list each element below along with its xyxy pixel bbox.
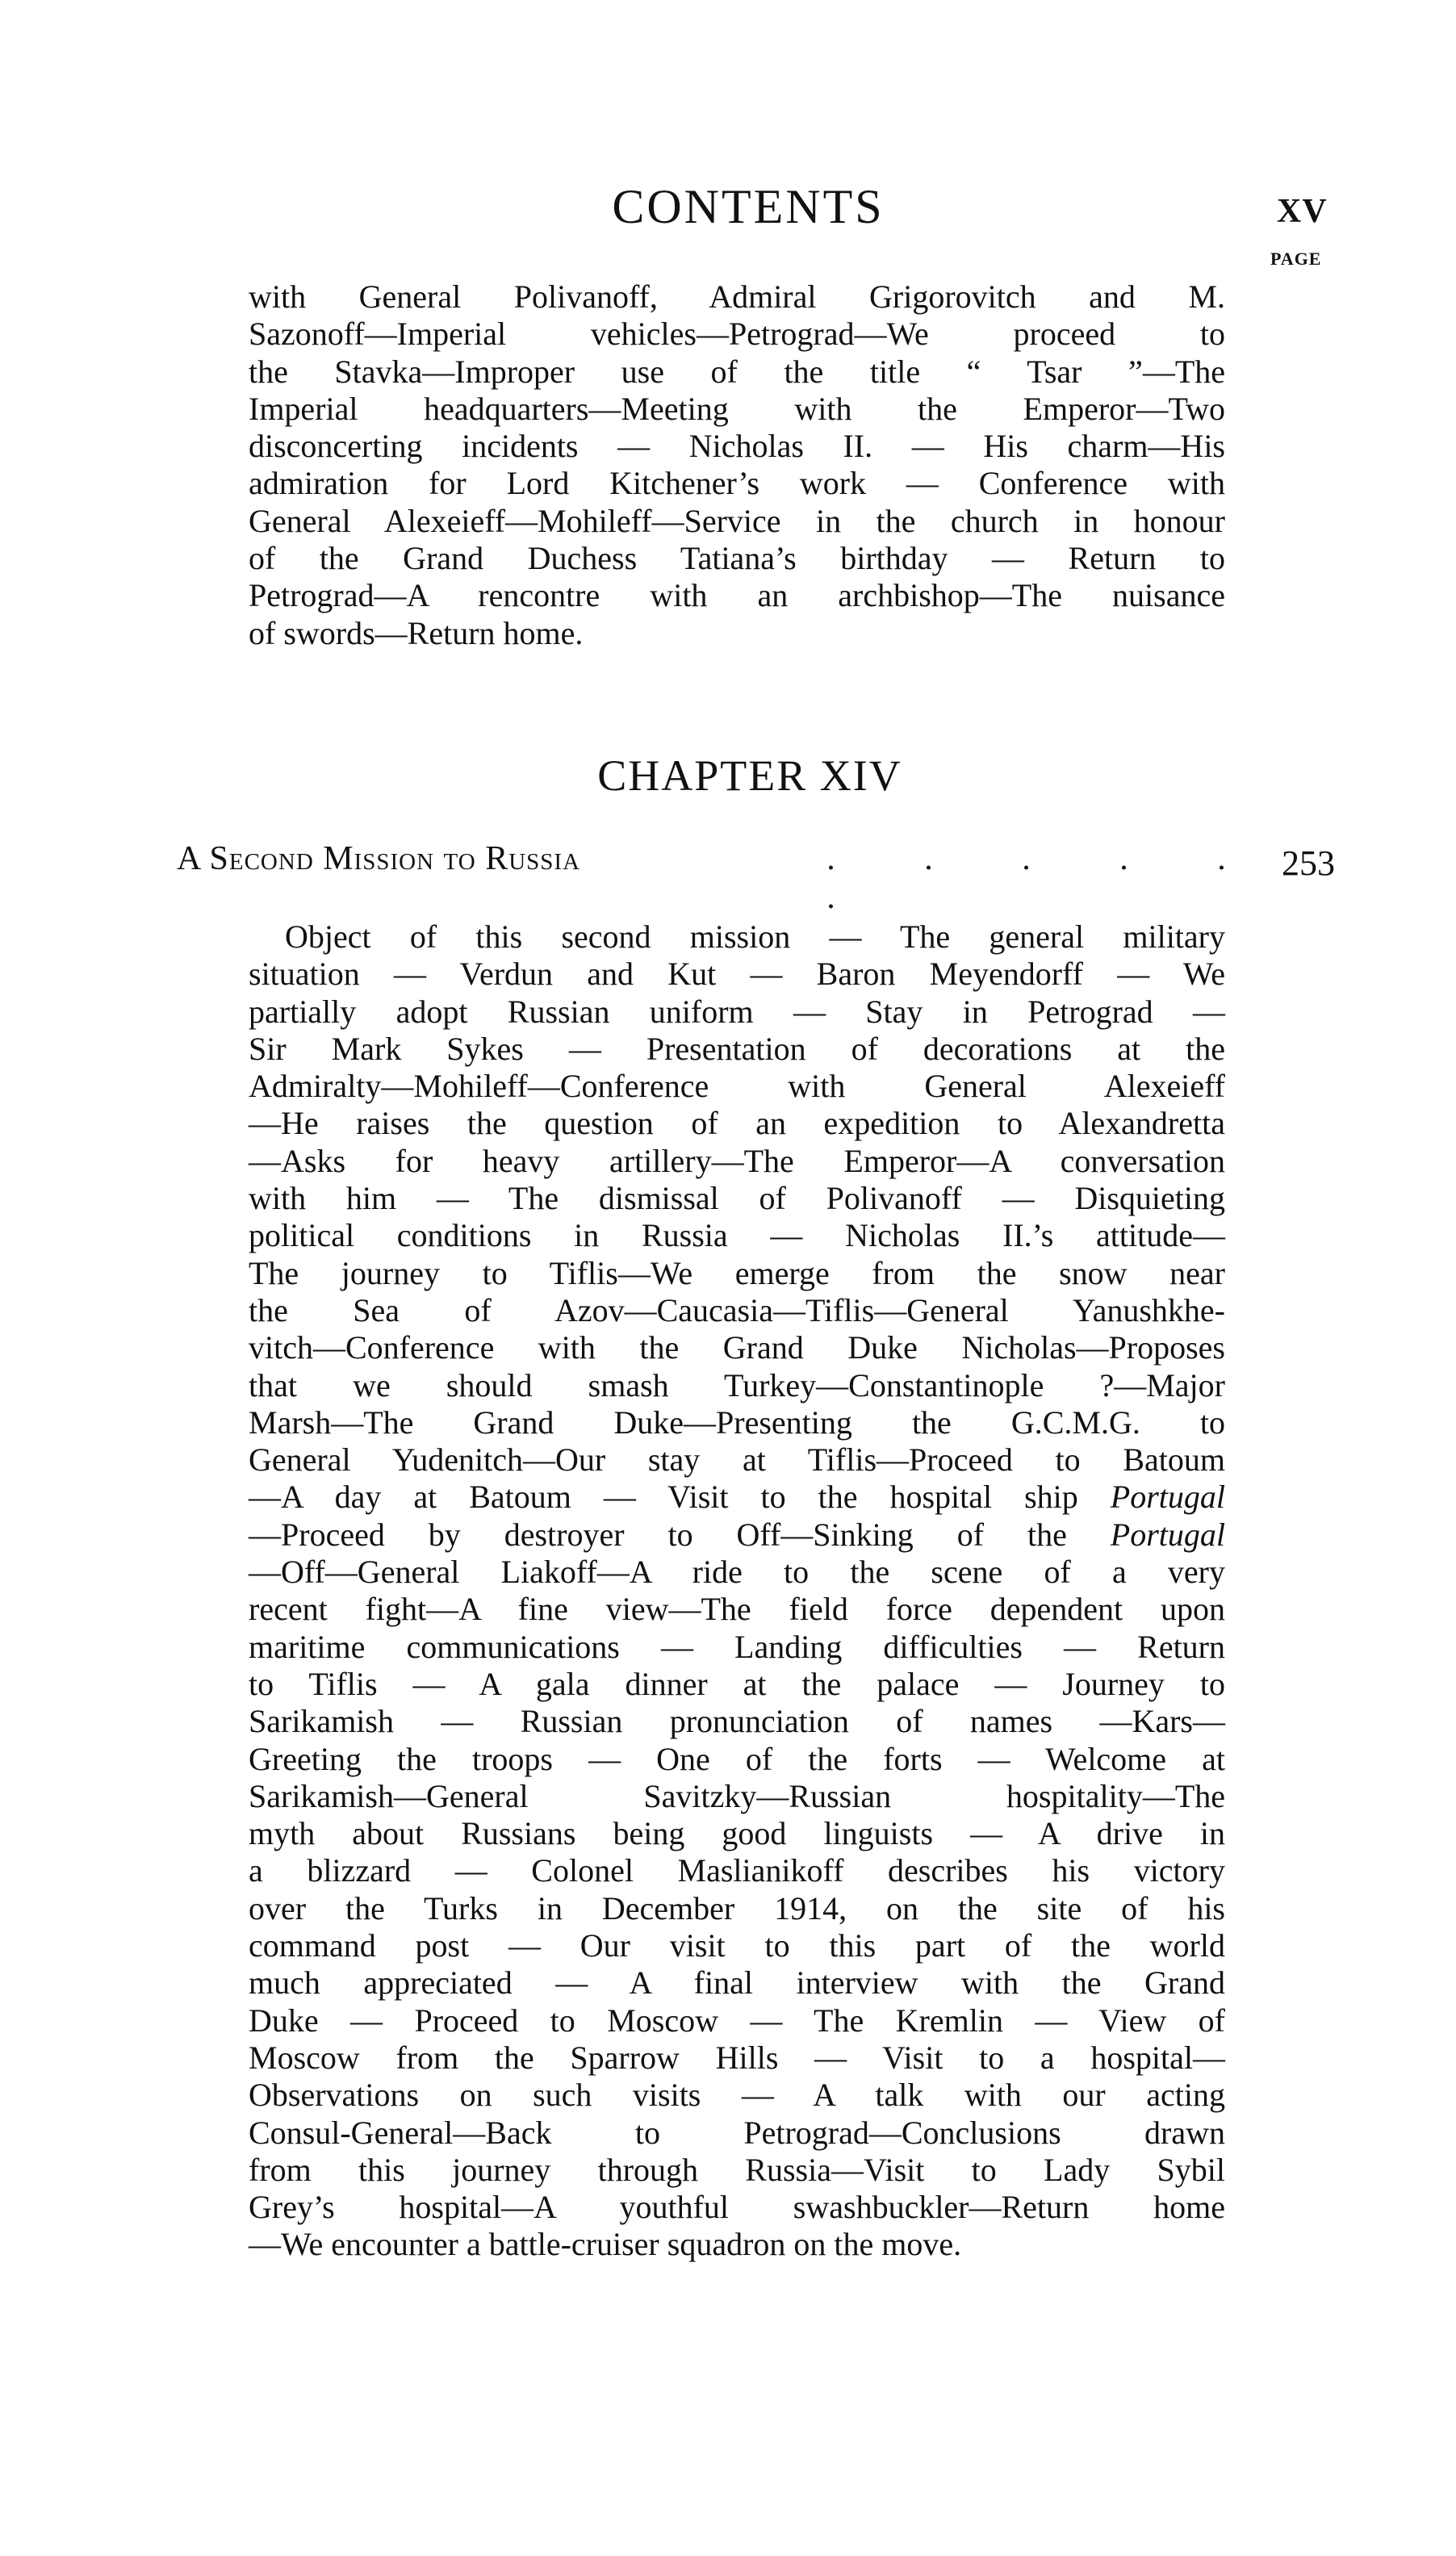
chapter-synopsis (249, 918, 1225, 2264)
synopsis-line: admiration for Lord Kitchener’s work — Conference with (249, 465, 1225, 502)
ship-name-italic: Portugal (1110, 1516, 1225, 1553)
synopsis-line: of the Grand Duchess Tatiana’s birthday — Return to (249, 540, 1225, 577)
synopsis-line: of swords—Return home. (249, 614, 584, 651)
synopsis-line: partially adopt Russian uniform — Stay in Petrograd — (249, 993, 1225, 1030)
page-number: XV (1277, 193, 1328, 230)
synopsis-line: Consul-General—Back to Petrograd—Conclusions drawn (249, 2114, 1225, 2151)
synopsis-line: with him — The dismissal of Polivanoff — Disquieting (249, 1180, 1225, 1217)
synopsis-line: Moscow from the Sparrow Hills — Visit to a hospital— (249, 2039, 1225, 2076)
synopsis-line: Sarikamish — Russian pronunciation of names —Kars— (249, 1703, 1225, 1740)
synopsis-line: General Yudenitch—Our stay at Tiflis—Proceed to Batoum (249, 1441, 1225, 1479)
synopsis-line (249, 1516, 1225, 1554)
synopsis-line: General Alexeieff—Mohileff—Service in the church in honour (249, 502, 1225, 539)
synopsis-line: —Off—General Liakoff—A ride to the scene of a very (249, 1554, 1225, 1591)
line-text: —Proceed by destroyer to Off—Sinking of the (249, 1516, 1111, 1553)
synopsis-line: political conditions in Russia — Nicholas II.’s attitude— (249, 1217, 1225, 1254)
chapter-heading: CHAPTER XIV (597, 751, 902, 800)
synopsis-line: Petrograd—A rencontre with an archbishop—The nuisance (249, 577, 1225, 614)
synopsis-line: —We encounter a battle-cruiser squadron on the move. (249, 2226, 962, 2263)
ship-name-italic: Portugal (1110, 1479, 1225, 1516)
leader-dot: . (1119, 840, 1128, 877)
leader-dot: . (924, 840, 933, 877)
synopsis-line: to Tiflis — A gala dinner at the palace — Journey to (249, 1665, 1225, 1702)
running-title: CONTENTS (612, 180, 885, 233)
continued-synopsis (249, 278, 1225, 652)
synopsis-line: recent fight—A fine view—The field force dependent upon (249, 1591, 1225, 1628)
dot-leaders (782, 839, 1335, 917)
synopsis-line: much appreciated — A final interview with the Grand (249, 1964, 1225, 2002)
synopsis-line: a blizzard — Colonel Maslianikoff describes his victory (249, 1852, 1225, 1889)
synopsis-line: Duke — Proceed to Moscow — The Kremlin — View of (249, 2002, 1225, 2039)
chapter-page-number: 253 (1282, 843, 1335, 883)
synopsis-line: with General Polivanoff, Admiral Grigorovitch and M. (249, 278, 1225, 315)
synopsis-line: Grey’s hospital—A youthful swashbuckler—Return home (249, 2189, 1225, 2226)
synopsis-line: —Asks for heavy artillery—The Emperor—A conversation (249, 1142, 1225, 1179)
synopsis-line: The journey to Tiflis—We emerge from the snow near (249, 1254, 1225, 1291)
synopsis-line: the Sea of Azov—Caucasia—Tiflis—General Yanushkhe- (249, 1291, 1225, 1328)
synopsis-line (249, 1479, 1225, 1516)
synopsis-line: that we should smash Turkey—Constantinople ?—Major (249, 1366, 1225, 1403)
synopsis-line: over the Turks in December 1914, on the site of his (249, 1889, 1225, 1926)
synopsis-line: Greeting the troops — One of the forts — Welcome at (249, 1740, 1225, 1777)
synopsis-line: Observations on such visits — A talk with our acting (249, 2077, 1225, 2114)
toc-entry[interactable] (177, 839, 1335, 916)
page-column-label: PAGE (1270, 249, 1322, 269)
synopsis-line: Admiralty—Mohileff—Conference with General Alexeieff (249, 1068, 1225, 1105)
synopsis-line: Object of this second mission — The general military (285, 918, 1225, 955)
synopsis-line: maritime communications — Landing difficulties — Return (249, 1628, 1225, 1665)
leader-dot: . (1022, 840, 1031, 877)
synopsis-line: Imperial headquarters—Meeting with the Emperor—Two (249, 390, 1225, 427)
synopsis-line: Sir Mark Sykes — Presentation of decorations at the (249, 1030, 1225, 1067)
line-text: —A day at Batoum — Visit to the hospital ship (249, 1479, 1111, 1516)
synopsis-line: vitch—Conference with the Grand Duke Nicholas—Proposes (249, 1329, 1225, 1366)
chapter-title: A Second Mission to Russia (177, 840, 581, 877)
synopsis-line: Marsh—The Grand Duke—Presenting the G.C.M.G. to (249, 1403, 1225, 1441)
synopsis-line: command post — Our visit to this part of the world (249, 1927, 1225, 1964)
synopsis-line: the Stavka—Improper use of the title “ Tsar ”—The (249, 353, 1225, 390)
synopsis-line: disconcerting incidents — Nicholas II. — His charm—His (249, 428, 1225, 465)
synopsis-line: —He raises the question of an expedition to Alexandretta (249, 1105, 1225, 1142)
synopsis-line: from this journey through Russia—Visit to Lady Sybil (249, 2151, 1225, 2188)
synopsis-line: myth about Russians being good linguists — A drive in (249, 1815, 1225, 1852)
leader-dot: . (1217, 840, 1226, 877)
synopsis-line: situation — Verdun and Kut — Baron Meyendorff — We (249, 956, 1225, 993)
synopsis-line: Sazonoff—Imperial vehicles—Petrograd—We proceed to (249, 316, 1225, 353)
leader-dot: . (826, 879, 835, 916)
synopsis-line: Sarikamish—General Savitzky—Russian hospitality—The (249, 1777, 1225, 1814)
leader-dot: . (826, 840, 835, 877)
